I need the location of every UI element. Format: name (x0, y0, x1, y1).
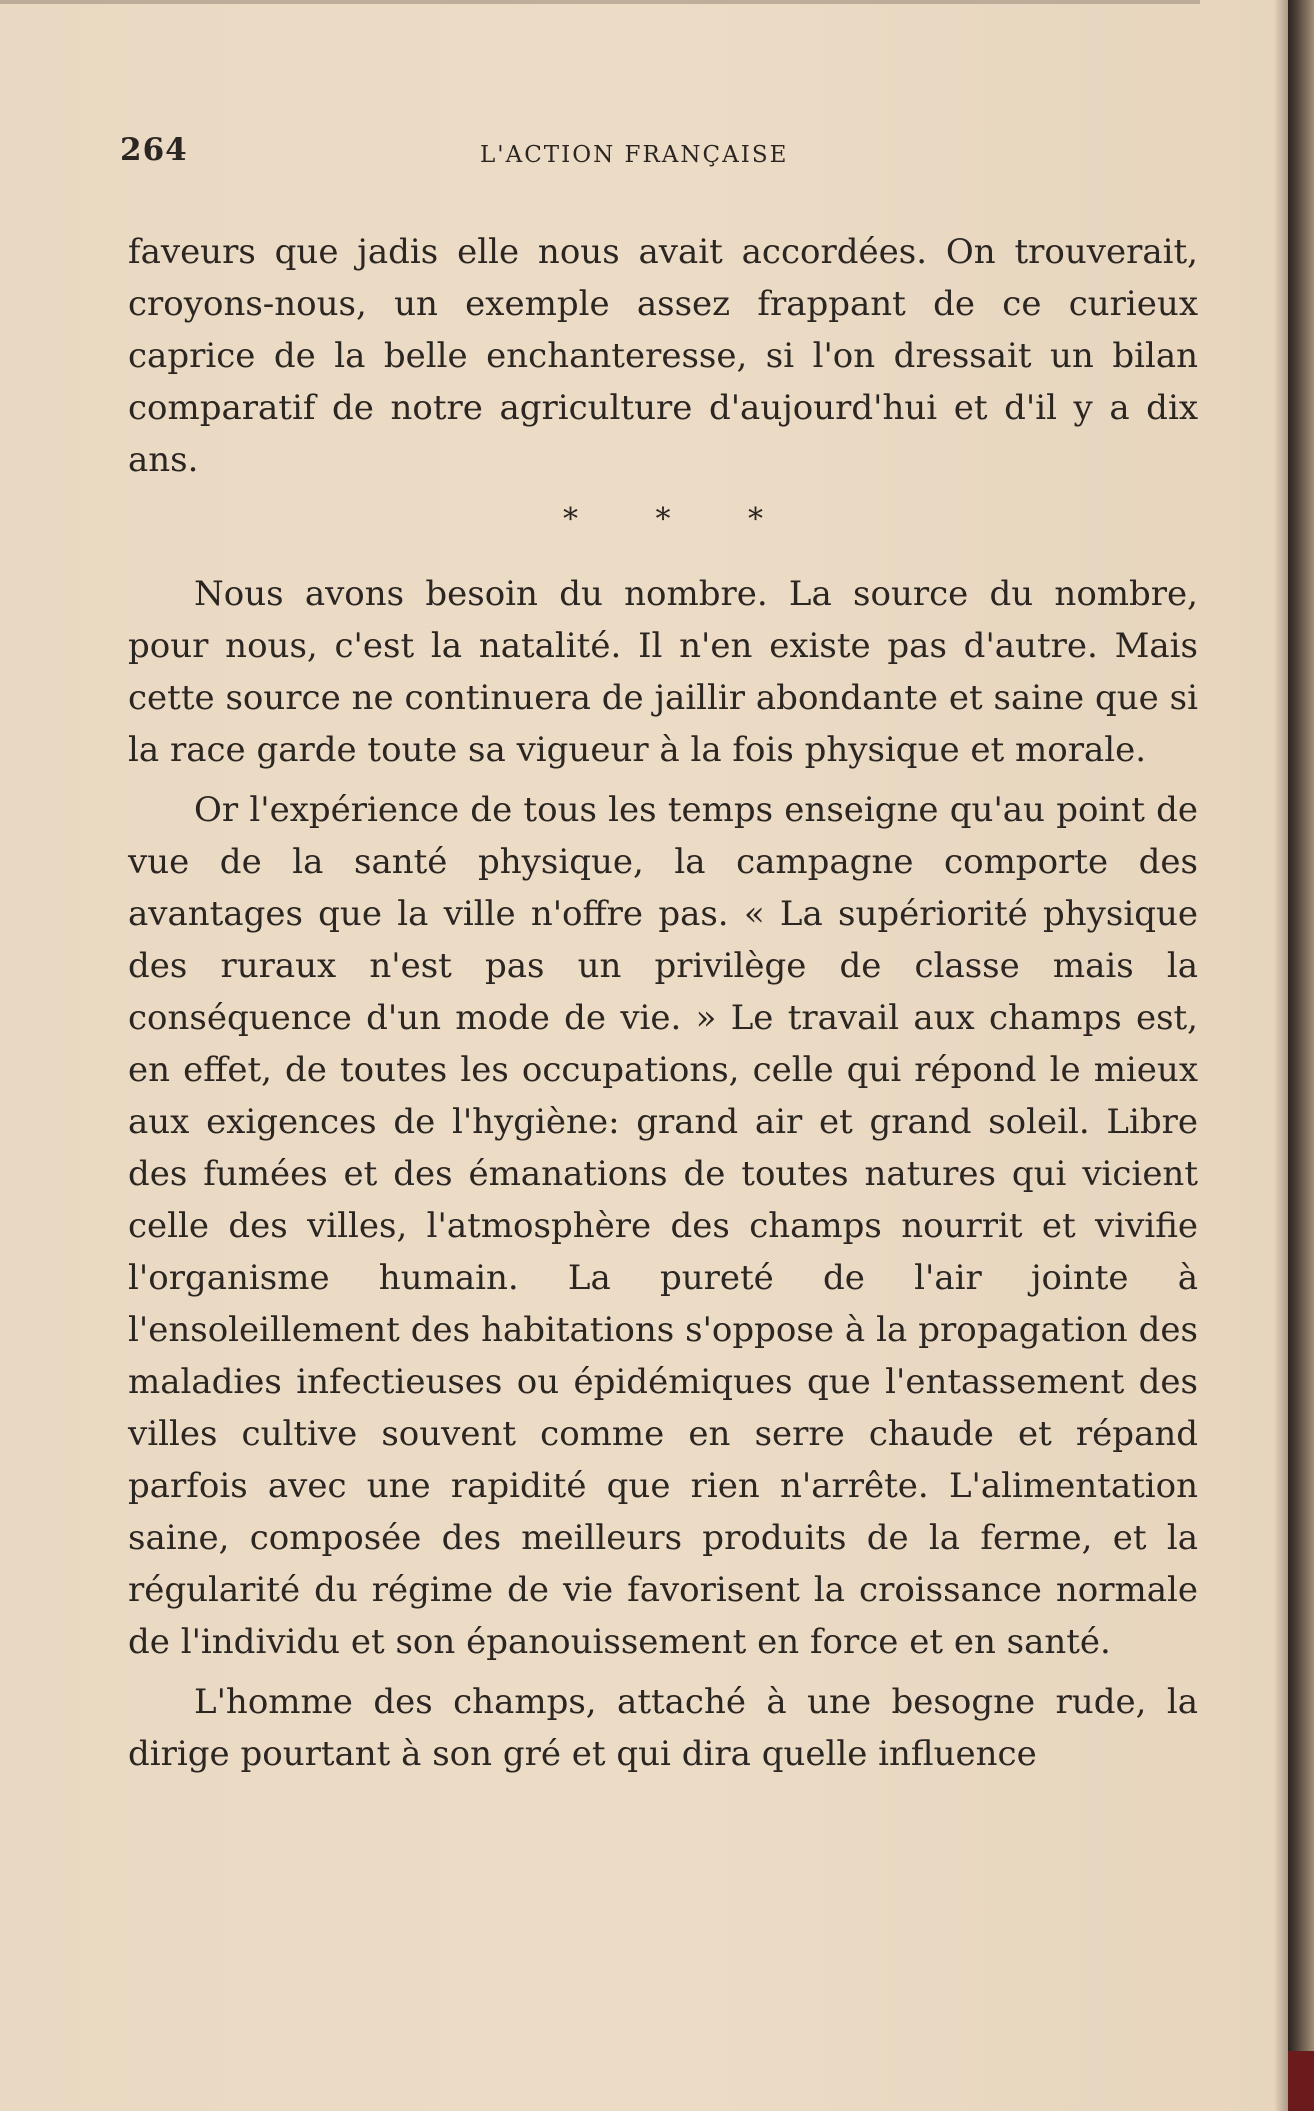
page-number: 264 (120, 132, 188, 168)
section-separator: * * * (562, 502, 798, 537)
top-edge-rule (0, 0, 1200, 4)
paragraph-1: faveurs que jadis elle nous avait accordées. On trouverait, croyons-nous, un exemple assez frappant de ce curieux caprice de la belle enchanteresse, si l'on dressait un bilan comparatif de notre agriculture d'aujourd'hui et d'il y a dix ans. (128, 232, 1198, 480)
binding-edge (1288, 0, 1314, 2111)
paragraph-2: Nous avons besoin du nombre. La source du nombre, pour nous, c'est la natalité. Il n'en existe pas d'autre. Mais cette source ne continuera de jaillir abondante et saine que si la race garde toute sa vigueur à la fois physique et morale. (128, 574, 1198, 770)
paragraph-3: Or l'expérience de tous les temps enseigne qu'au point de vue de la santé physique, la campagne comporte des avantages que la ville n'offre pas. « La supériorité physique des ruraux n'est pas un privilège de classe mais la conséquence d'un mode de vie. » Le travail aux champs est, en effet, de toutes les occupations, celle qui répond le mieux aux exigences de l'hygiène: grand air et grand soleil. Libre des fumées et des émanations de toutes natures qui vicient celle des villes, l'atmosphère des champs nourrit et vivifie l'organisme humain. La pureté de l'air jointe à l'ensoleillement des habitations s'oppose à la propagation des maladies infectieuses ou épidémiques que l'entassement des villes cultive souvent comme en serre chaude et répand parfois avec une rapidité que rien n'arrête. L'alimentation saine, composée des meilleurs produits de la ferme, et la régularité du régime de vie favorisent la croissance normale de l'individu et son épanouissement en force et en santé. (128, 790, 1198, 1662)
page-edge-shading (1274, 0, 1288, 2111)
body-text (128, 226, 1198, 1788)
page-header (120, 132, 1200, 172)
running-head: L'ACTION FRANÇAISE (480, 142, 789, 168)
paragraph-4: L'homme des champs, attaché à une besogne rude, la dirige pourtant à son gré et qui dira quelle influence (128, 1682, 1198, 1774)
